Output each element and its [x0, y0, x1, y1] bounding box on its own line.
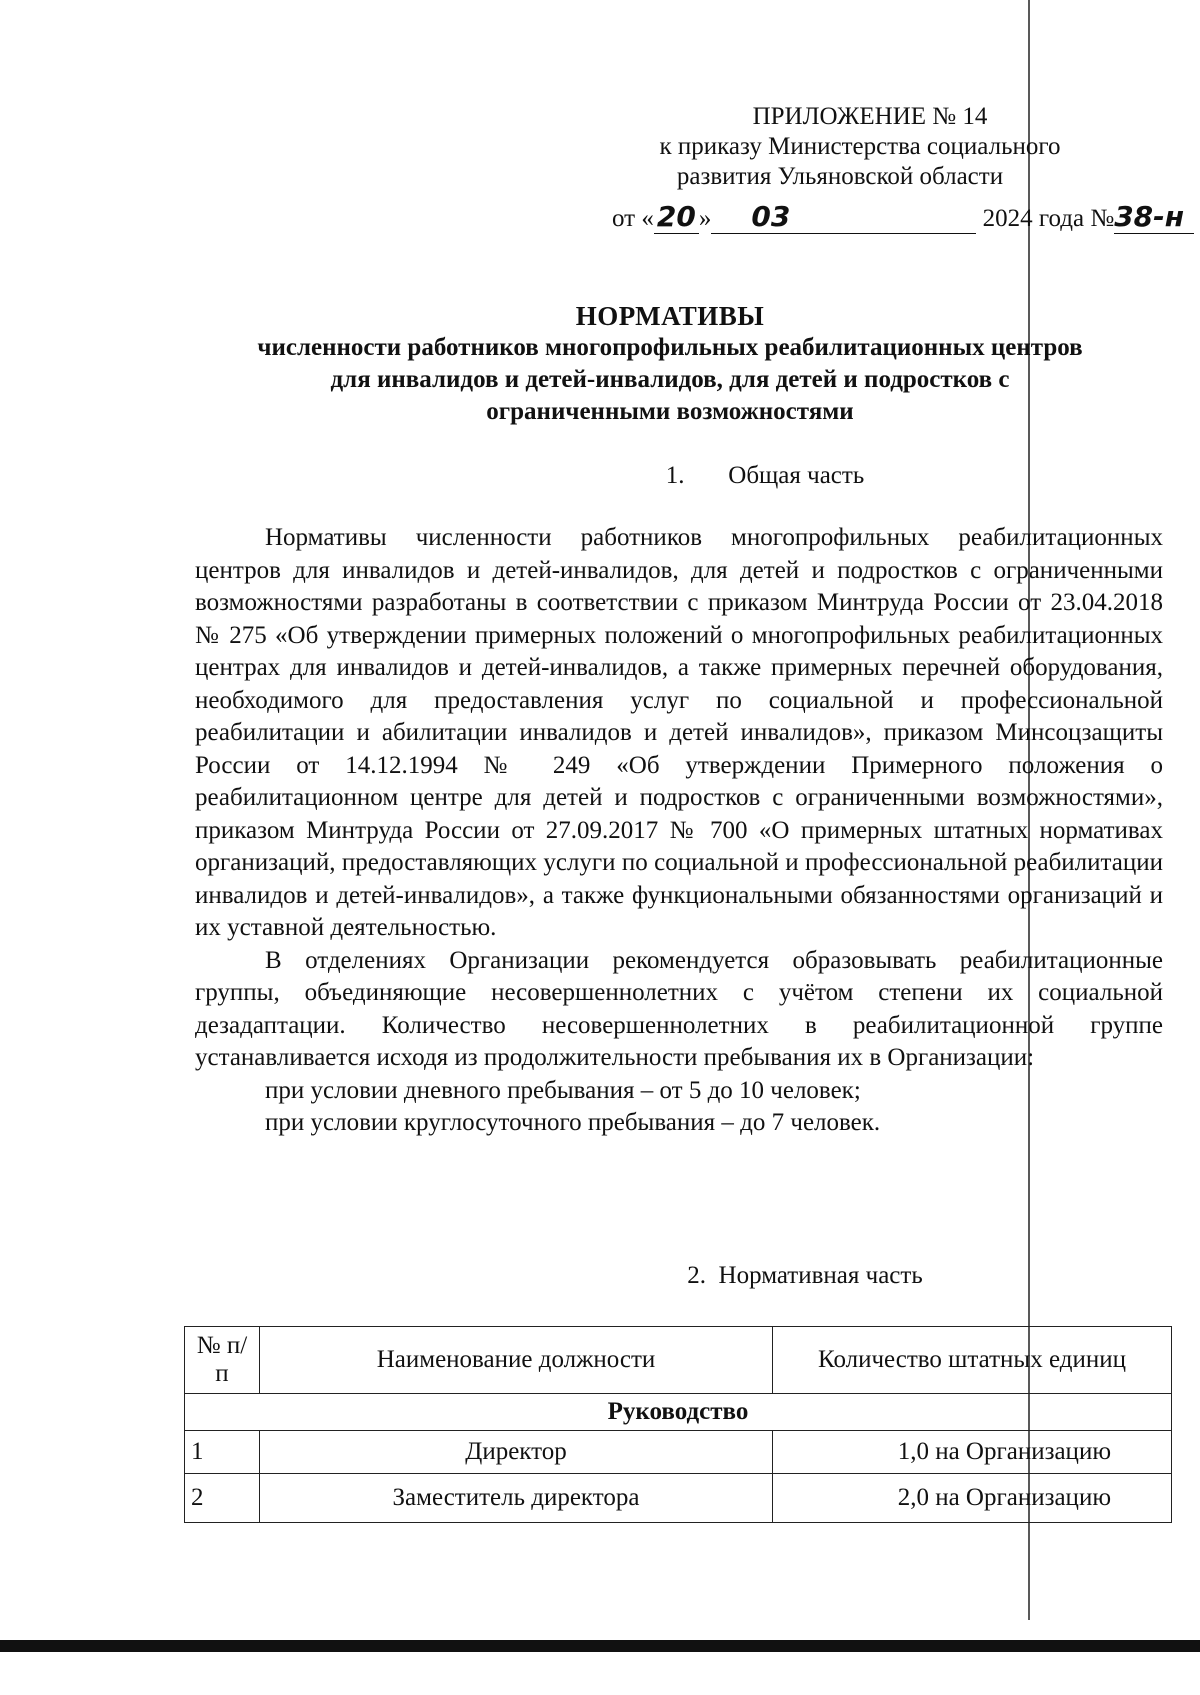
cell-quantity: 2,0 на Организацию [773, 1474, 1172, 1523]
section-heading-general: 1. Общая часть [665, 462, 865, 489]
paragraph-1: Нормативы численности работников многопрофильных реабилитационных центров для инвалидов и детей-инвалидов, для детей и подростков с ограниченными возможностями разработаны в соответствии с приказом Минтруда России от 23.04.2018 № 275 «Об утверждении примерных положений о многопрофильных реабилитационных центрах для инвалидов и детей-инвалидов, а также примерных перечней оборудования, необходимого для предоставления услуг по социальной и профессиональной реабилитации и абилитации инвалидов и детей инвалидов», приказом Минсоцзащиты России от 14.12.1994 № 249 «Об утверждении Примерного положения о реабилитационном центре для детей и подростков с ограниченными возможностями», приказом Минтруда России от 27.09.2017 № 700 «О примерных штатных нормативах организаций, предоставляющих услуги по социальной и профессиональной реабилитации инвалидов и детей-инвалидов», а также функциональными обязанностями организаций и их уставной деятельностью. [195, 524, 1163, 941]
date-year: 2024 года № [982, 205, 1115, 232]
section-heading-normative: 2. Нормативная часть [687, 1262, 923, 1289]
header-cell-position: Наименование должности [260, 1327, 773, 1394]
table-row [185, 1474, 1172, 1523]
date-quote: » [698, 205, 712, 232]
paragraph-2: В отделениях Организации рекомендуется образовывать реабилитационные группы, объединяющие несовершеннолетних с учётом степени их социальной дезадаптации. Количество несовершеннолетних в реабилитационной группе устанавливается исходя из продолжительности пребывания их в Организации: [195, 946, 1163, 1071]
title-line-2: для инвалидов и детей-инвалидов, для детей и подростков с [330, 366, 1010, 393]
title-main: НОРМАТИВЫ [575, 301, 765, 331]
cell-position: Заместитель директора [260, 1474, 773, 1523]
table-row [185, 1431, 1172, 1474]
appendix-order-ref: к приказу Министерства социального [659, 133, 1061, 160]
date-month-handwritten: 03 [711, 200, 976, 234]
staffing-table [184, 1326, 1172, 1523]
cell-number: 1 [185, 1431, 260, 1474]
appendix-ministry: развития Ульяновской области [676, 163, 1004, 190]
table-group-row [185, 1394, 1172, 1431]
appendix-number: ПРИЛОЖЕНИЕ № 14 [752, 103, 988, 130]
title-line-1: численности работников многопрофильных реабилитационных центров [257, 334, 1083, 361]
header-cell-quantity: Количество штатных единиц [773, 1327, 1172, 1394]
order-date-line [612, 200, 1185, 234]
cell-position: Директор [260, 1431, 773, 1474]
appendix-header [550, 102, 1110, 192]
header-cell-number: № п/п [185, 1327, 260, 1394]
table-header-row [185, 1327, 1172, 1394]
order-number-handwritten: 38-н [1114, 200, 1194, 234]
body-text [195, 522, 1163, 1140]
paragraph-4: при условии круглосуточного пребывания – до 7 человек. [265, 1109, 881, 1136]
document-title [200, 300, 1140, 428]
cell-number: 2 [185, 1474, 260, 1523]
title-line-3: ограниченными возможностями [486, 398, 854, 425]
scan-bottom-border [0, 1640, 1200, 1652]
paragraph-3: при условии дневного пребывания – от 5 до 10 человек; [265, 1076, 861, 1104]
date-prefix: от « [612, 205, 654, 232]
group-label-management: Руководство [185, 1394, 1172, 1431]
date-day-handwritten: 20 [654, 200, 699, 234]
cell-quantity: 1,0 на Организацию [773, 1431, 1172, 1474]
